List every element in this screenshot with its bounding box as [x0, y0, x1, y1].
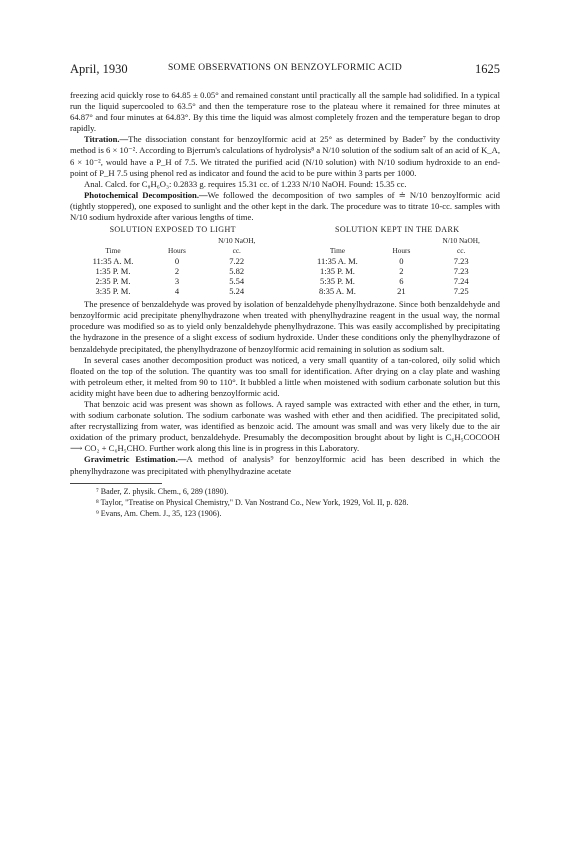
table-cell-time: 8:35 A. M. [319, 286, 356, 297]
table-cell-cc: 7.23 [453, 266, 469, 277]
table-cell-hours: 6 [399, 276, 404, 287]
footnotes [70, 486, 500, 519]
table-header-hours: Hours [392, 246, 411, 256]
table-cell-hours: 0 [399, 256, 404, 267]
footnote-7: ⁷ Bader, Z. physik. Chem., 6, 289 (1890). [96, 486, 229, 496]
table-cell-cc: 7.23 [453, 256, 469, 267]
table-row [70, 276, 500, 286]
page-number: 1625 [475, 62, 500, 76]
table-cell-hours: 3 [174, 276, 180, 287]
table-header-time: Time [105, 246, 121, 256]
table-row [70, 256, 500, 266]
table-group-dark: SOLUTION KEPT IN THE DARK [335, 225, 460, 235]
table-header-cc: cc. [232, 246, 241, 256]
paragraph-gravimetric [70, 454, 500, 476]
table-group-light: SOLUTION EXPOSED TO LIGHT [109, 225, 236, 235]
paragraph-titration [70, 134, 500, 178]
table-cell-cc: 5.24 [229, 286, 245, 297]
table-cell-hours: 0 [174, 256, 180, 267]
table-row [70, 266, 500, 276]
table-cell-time: 3:35 P. M. [95, 286, 131, 297]
paragraph-benzoic-acid: That benzoic acid was present was shown as follows. A rayed sample was extracted with ether and the ether, in turn, with sodium carbonate solution. The sodium carbonate was washed with ether and then acidified. The precipitated solid, after recrystallizing from water, was identified as benzoic acid. The amount was small and was very likely due to the air oxidation of the primary product, benzaldehyde. Presumably the decomposition brought about by light is C₆H₅COCOOH ⟶ CO₂ + C₆H₅CHO. Further work along this line is in progress in this Laboratory. [70, 398, 500, 454]
table-cell-hours: 2 [174, 266, 180, 277]
header-date: April, 1930 [70, 62, 128, 76]
article-body [70, 90, 500, 519]
heading-titration: Titration.— [84, 134, 129, 145]
footnote-divider [70, 483, 162, 484]
table-cell-cc: 7.24 [453, 276, 469, 287]
table-cell-time: 1:35 P. M. [319, 266, 355, 277]
paragraph-presence: The presence of benzaldehyde was proved by isolation of benzaldehyde phenylhydrazone. Since both benzaldehyde and benzoylformic acid precipitate phenylhydrazone when treated with phenylhydrazine reagent in the usual way, the normal procedure was modified so as to yield only benzaldehyde phenylhydrazone. This was easily accomplished by precipitating the hydrazone in the presence of a slight excess of sodium hydroxide. Under these conditions only the phenylhydrazone of benzaldehyde precipitated, the phenylhydrazone of benzoylformic acid remaining in solution as sodium salt. [70, 299, 500, 354]
table-cell-cc: 5.82 [229, 266, 245, 277]
table-cell-hours: 2 [399, 266, 404, 277]
footnote-9: ⁹ Evans, Am. Chem. J., 35, 123 (1906). [96, 508, 222, 518]
footnote-8: ⁸ Taylor, "Treatise on Physical Chemistry," D. Van Nostrand Co., New York, 1929, Vol. II, p. 828. [96, 497, 409, 507]
paragraph-freezing: freezing acid quickly rose to 64.85 ± 0.05° and remained constant until practically all the sample had solidified. In a typical run the liquid supercooled to 63.5° and then the temperature rose to the plateau where it remained for three minutes at 64.87° and four minutes at 64.83°. By this time the liquid was almost completely frozen and the temperature began to drop rapidly. [70, 90, 500, 134]
header-title: SOME OBSERVATIONS ON BENZOYLFORMIC ACID [167, 63, 403, 73]
table-naoh-label-dark: N/10 NaOH, [442, 236, 480, 246]
table-cell-time: 11:35 A. M. [317, 256, 358, 267]
table-cell-cc: 7.25 [453, 286, 469, 297]
paragraph-analysis: Anal. Calcd. for C₈H₆O₃: 0.2833 g. requires 15.31 cc. of 1.233 N/10 NaOH. Found: 15.35 cc. [84, 178, 407, 189]
table-cell-hours: 4 [174, 286, 180, 297]
table-header-hours: Hours [168, 246, 186, 256]
table-cell-time: 11:35 A. M. [92, 256, 134, 267]
table-header-time: Time [329, 246, 345, 256]
decomposition-table [70, 225, 500, 296]
table-header-cc: cc. [457, 246, 466, 256]
heading-gravimetric: Gravimetric Estimation.— [84, 454, 187, 465]
table-row [70, 286, 500, 296]
running-header [70, 62, 500, 78]
titration-text: The dissociation constant for benzoylformic acid at 25° as determined by Bader⁷ by the conductivity method is 6 × 10⁻². According to Bjerrum's calculations of hydrolysis⁸ a N/10 solution of the sodium salt of an acid of K_A, 6 × 10⁻², would have a P_H of 7.5. We titrated the purified acid (N/10 solution) with N/10 sodium hydroxide to an end-point of P_H 7.5 using phenol red as indicator and found the acid to be pure within 3 parts per 1000. [70, 134, 500, 178]
gravimetric-text: A method of analysis⁹ for benzoylformic acid has been described in which the phenylhydrazone was precipitated with phenylhydrazine acetate [70, 454, 501, 476]
table-cell-time: 2:35 P. M. [95, 276, 131, 287]
table-cell-hours: 21 [397, 286, 406, 297]
table-cell-cc: 5.54 [229, 276, 245, 287]
photochemical-text: We followed the decomposition of two samples of ≐ N/10 benzoylformic acid (tightly stoppered), one exposed to sunlight and the other kept in the dark. The procedure was to titrate 10-cc. samples with N/10 sodium hydroxide after various lengths of time. [70, 189, 500, 223]
table-cell-cc: 7.22 [229, 256, 245, 267]
table-cell-time: 5:35 P. M. [319, 276, 355, 287]
paragraph-several-cases: In several cases another decomposition product was noticed, a very small quantity of a tan-colored, oily solid which floated on the top of the solution. The quantity was too small for identification. After drying on a clay plate and washing with petroleum ether, it melted from 90 to 110°. It bubbled a little when moistened with sodium carbonate solution but this acidity might have been due to adhering benzoylformic acid. [70, 354, 500, 398]
heading-photochemical: Photochemical Decomposition.— [84, 189, 208, 200]
table-naoh-label-light: N/10 NaOH, [218, 236, 256, 246]
paragraph-photochemical [70, 190, 500, 223]
table-cell-time: 1:35 P. M. [95, 266, 131, 277]
